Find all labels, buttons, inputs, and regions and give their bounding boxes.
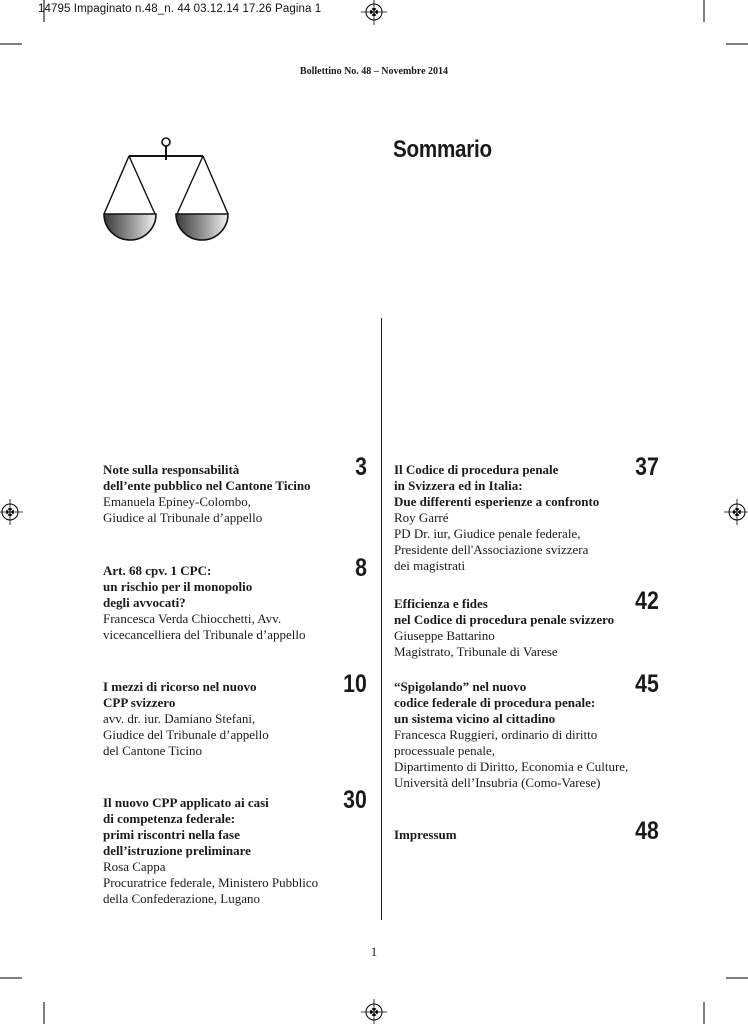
toc-entry[interactable] bbox=[103, 462, 373, 526]
entry-author: Università dell’Insubria (Como-Varese) bbox=[394, 775, 601, 790]
entry-author: processuale penale, bbox=[394, 743, 496, 758]
registration-mark-icon bbox=[0, 499, 23, 525]
entry-author: del Cantone Ticino bbox=[103, 743, 202, 758]
entry-title: Due differenti esperienze a confronto bbox=[394, 494, 600, 509]
entry-title: in Svizzera ed in Italia: bbox=[394, 478, 523, 493]
entry-title: Efficienza e fides bbox=[394, 596, 488, 611]
entry-author: avv. dr. iur. Damiano Stefani, bbox=[103, 711, 256, 726]
folio-page-number: 1 bbox=[370, 944, 378, 959]
entry-author: Presidente dell'Associazione svizzera bbox=[394, 542, 589, 557]
entry-title: codice federale di procedura penale: bbox=[394, 695, 596, 710]
page-number: 10 bbox=[343, 670, 367, 698]
entry-author: Procuratrice federale, Ministero Pubblico bbox=[103, 875, 319, 890]
entry-author: Magistrato, Tribunale di Varese bbox=[394, 644, 558, 659]
scales-of-justice-icon bbox=[100, 136, 230, 248]
entry-author: della Confederazione, Lugano bbox=[103, 891, 261, 906]
page-title: Sommario bbox=[393, 136, 492, 163]
registration-mark-icon bbox=[724, 499, 748, 525]
entry-title: I mezzi di ricorso nel nuovo bbox=[103, 679, 257, 694]
registration-mark-icon bbox=[361, 0, 387, 25]
entry-title: CPP svizzero bbox=[103, 695, 176, 710]
page-number: 42 bbox=[635, 587, 659, 615]
entry-title: Impressum bbox=[394, 827, 457, 842]
entry-author: Francesca Verda Chiocchetti, Avv. bbox=[103, 611, 282, 626]
entry-title: Il Codice di procedura penale bbox=[394, 462, 559, 477]
column-divider bbox=[381, 318, 382, 920]
page-number: 8 bbox=[355, 554, 367, 582]
entry-title: un rischio per il monopolio bbox=[103, 579, 253, 594]
bulletin-header: Bollettino No. 48 – Novembre 2014 bbox=[299, 66, 449, 77]
entry-title: primi riscontri nella fase bbox=[103, 827, 240, 842]
entry-author: dei magistrati bbox=[394, 558, 466, 573]
entry-title: nel Codice di procedura penale svizzero bbox=[394, 612, 615, 627]
entry-title: dell’istruzione preliminare bbox=[103, 843, 251, 858]
page-number: 3 bbox=[355, 453, 367, 481]
entry-author: Francesca Ruggieri, ordinario di diritto bbox=[394, 727, 598, 742]
print-slug: 14795 Impaginato n.48_n. 44 03.12.14 17.26 Pagina 1 bbox=[38, 3, 322, 15]
entry-title: dell’ente pubblico nel Cantone Ticino bbox=[103, 478, 311, 493]
entry-title: di competenza federale: bbox=[103, 811, 236, 826]
entry-author: vicecancelliera del Tribunale d’appello bbox=[103, 627, 306, 642]
entry-author: Giudice del Tribunale d’appello bbox=[103, 727, 269, 742]
page-number: 30 bbox=[343, 786, 367, 814]
page-number: 48 bbox=[635, 817, 659, 845]
entry-title: degli avvocati? bbox=[103, 595, 186, 610]
entry-author: Giuseppe Battarino bbox=[394, 628, 495, 643]
entry-title: Note sulla responsabilità bbox=[103, 462, 240, 477]
entry-title: un sistema vicino al cittadino bbox=[394, 711, 556, 726]
entry-author: Dipartimento di Diritto, Economia e Culture, bbox=[394, 759, 629, 774]
page-number: 37 bbox=[635, 453, 659, 481]
entry-author: Rosa Cappa bbox=[103, 859, 166, 874]
registration-mark-icon bbox=[361, 999, 387, 1024]
toc-entry[interactable] bbox=[103, 795, 373, 907]
entry-title: Art. 68 cpv. 1 CPC: bbox=[103, 563, 212, 578]
entry-author: Roy Garré bbox=[394, 510, 449, 525]
entry-author: Emanuela Epiney-Colombo, bbox=[103, 494, 252, 509]
entry-author: Giudice al Tribunale d’appello bbox=[103, 510, 263, 525]
toc-entry[interactable] bbox=[103, 563, 373, 643]
entry-title: “Spigolando” nel nuovo bbox=[394, 679, 527, 694]
entry-author: PD Dr. iur, Giudice penale federale, bbox=[394, 526, 581, 541]
entry-title: Il nuovo CPP applicato ai casi bbox=[103, 795, 269, 810]
toc-entry[interactable] bbox=[103, 679, 373, 759]
page-number: 45 bbox=[635, 670, 659, 698]
